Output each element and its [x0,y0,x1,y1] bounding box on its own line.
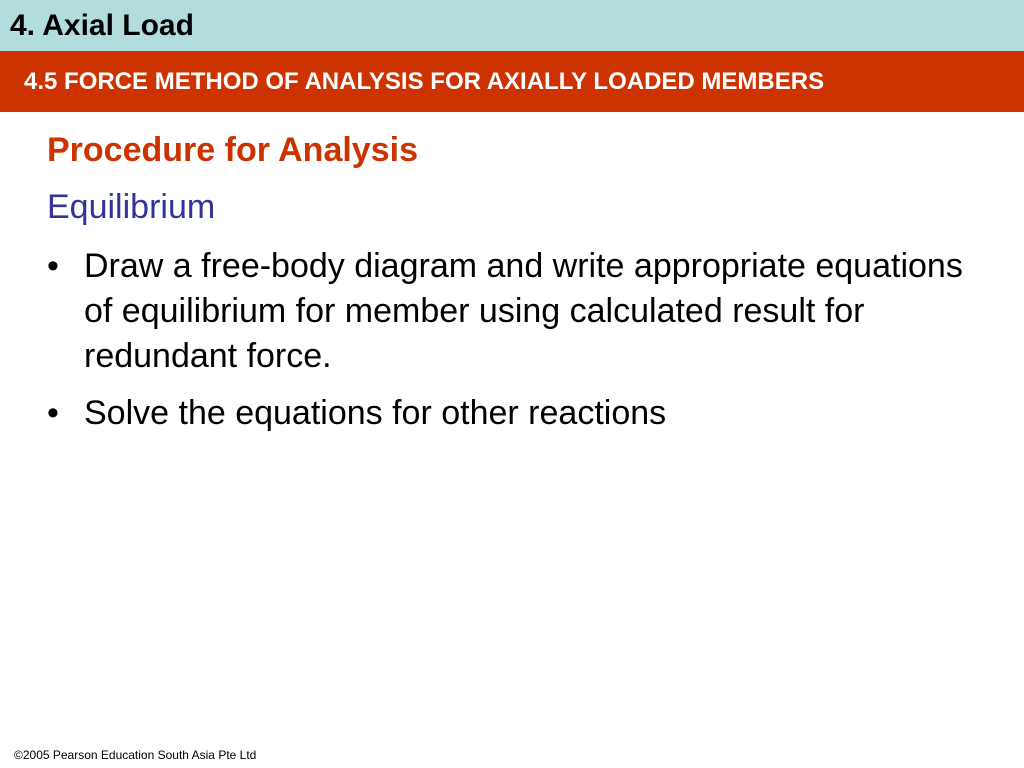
chapter-title: 4. Axial Load [10,9,194,42]
bullet-marker: • [47,247,59,285]
bullet-text: Solve the equations for other reactions [84,394,667,432]
bullet-text: Draw a free-body diagram and write appropriate equations of equilibrium for member using calculated result for redundant force. [84,247,963,375]
list-item [47,244,987,379]
copyright-footer: ©2005 Pearson Education South Asia Pte Ltd [14,748,257,762]
bullet-list [47,244,987,448]
equilibrium-subheading: Equilibrium [47,188,216,226]
section-title: 4.5 FORCE METHOD OF ANALYSIS FOR AXIALLY LOADED MEMBERS [24,68,825,95]
bullet-marker: • [47,394,59,432]
list-item [47,391,987,436]
procedure-heading: Procedure for Analysis [47,131,418,169]
